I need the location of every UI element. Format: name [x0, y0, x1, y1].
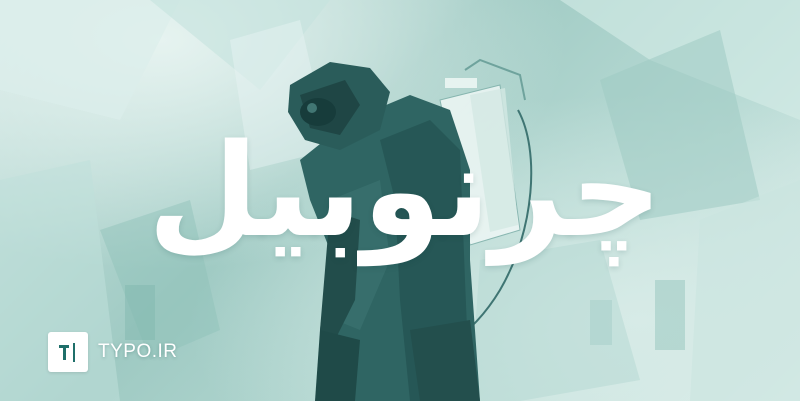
- brand-badge[interactable]: [48, 330, 178, 374]
- brand-text: TYPO.IR: [98, 341, 178, 362]
- poster-title: چرنوبیل: [147, 117, 663, 266]
- typo-logo-icon: [48, 332, 88, 372]
